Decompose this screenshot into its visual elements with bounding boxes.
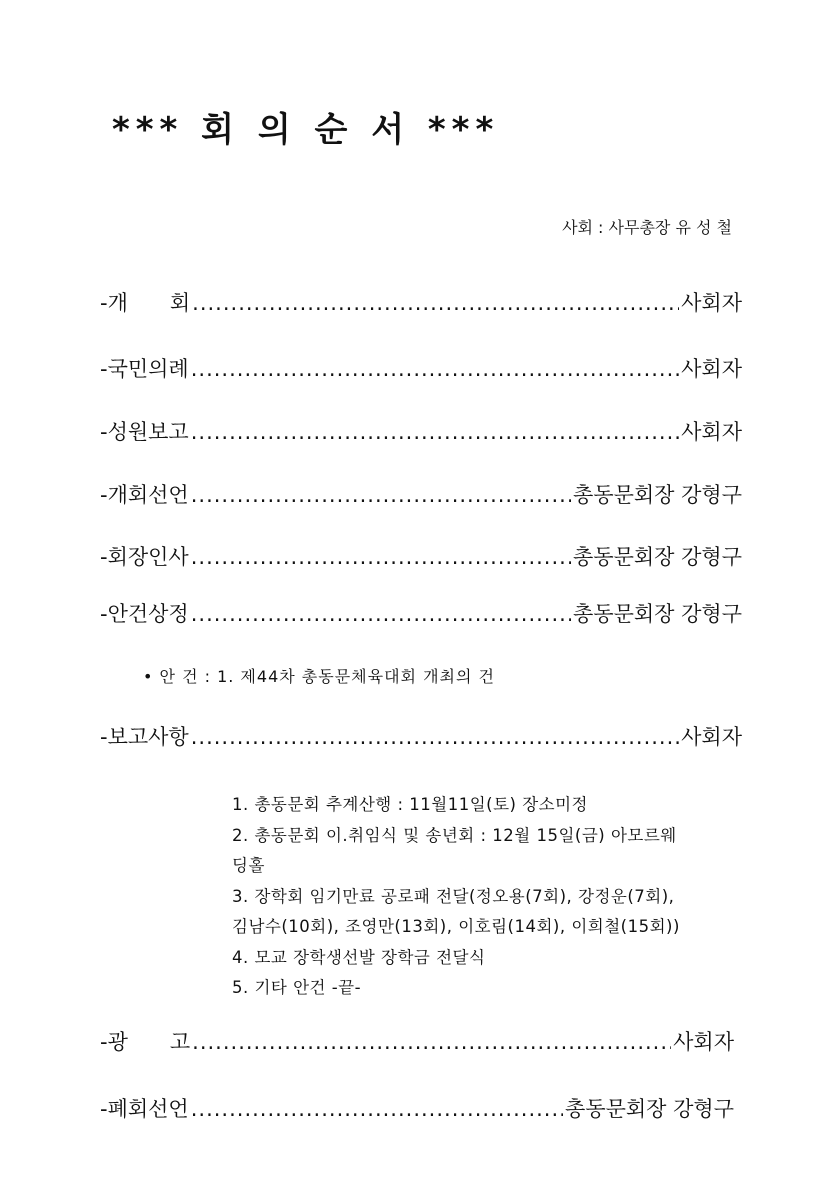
item-opening-declaration [100, 479, 742, 509]
item-label: -광 고 [100, 1030, 191, 1054]
item-label: -폐회선언 [100, 1097, 189, 1121]
item-presenter: 총동문회장 강형구 [573, 602, 742, 626]
dot-leader [192, 291, 679, 315]
dot-leader [191, 725, 679, 749]
report-line: 3. 장학회 임기만료 공로패 전달(정오용(7회), 강정운(7회), [232, 886, 675, 906]
item-announcements [100, 1026, 734, 1056]
dot-leader [191, 420, 679, 444]
item-presenter: 총동문회장 강형구 [573, 483, 742, 507]
report-list [232, 790, 680, 1004]
item-closing-declaration [100, 1093, 734, 1123]
item-presenter: 사회자 [681, 357, 742, 381]
item-presenter: 총동문회장 강형구 [565, 1097, 734, 1121]
item-president-greeting [100, 541, 742, 571]
item-label: -개회선언 [100, 483, 189, 507]
report-line: 5. 기타 안건 -끝- [232, 978, 362, 997]
item-presenter: 총동문회장 강형구 [573, 545, 742, 569]
item-presenter: 사회자 [681, 420, 742, 444]
item-label: -보고사항 [100, 725, 189, 749]
item-label: -성원보고 [100, 420, 189, 444]
host-line: 사회 : 사무총장 유 성 철 [562, 218, 732, 237]
item-label: -국민의례 [100, 357, 189, 381]
item-national-ceremony [100, 353, 742, 383]
item-label: -안건상정 [100, 602, 189, 626]
document-title: *** 회 의 순 서 *** [112, 110, 500, 150]
dot-leader [191, 602, 571, 626]
item-presenter: 사회자 [681, 291, 742, 315]
item-agenda [100, 598, 742, 628]
item-opening [100, 287, 742, 317]
item-quorum-report [100, 416, 742, 446]
report-line: 딩홀 [232, 856, 265, 875]
item-presenter: 사회자 [673, 1030, 734, 1054]
item-presenter: 사회자 [681, 725, 742, 749]
item-label: -회장인사 [100, 545, 189, 569]
item-reports [100, 721, 742, 751]
report-line: 1. 총동문회 추계산행 : 11월11일(토) 장소미정 [232, 795, 588, 814]
dot-leader [191, 545, 571, 569]
report-line: 2. 총동문회 이.취임식 및 송년회 : 12월 15일(금) 아모르웨 [232, 825, 677, 845]
agenda-detail: • 안 건 : 1. 제44차 총동문체육대회 개최의 건 [143, 667, 495, 686]
dot-leader [191, 357, 679, 381]
dot-leader [192, 1030, 671, 1054]
report-line: 4. 모교 장학생선발 장학금 전달식 [232, 947, 486, 967]
report-line: 김남수(10회), 조영만(13회), 이호림(14회), 이희철(15회)) [232, 917, 680, 936]
dot-leader [191, 483, 571, 507]
item-label: -개 회 [100, 291, 191, 315]
dot-leader [191, 1097, 563, 1121]
